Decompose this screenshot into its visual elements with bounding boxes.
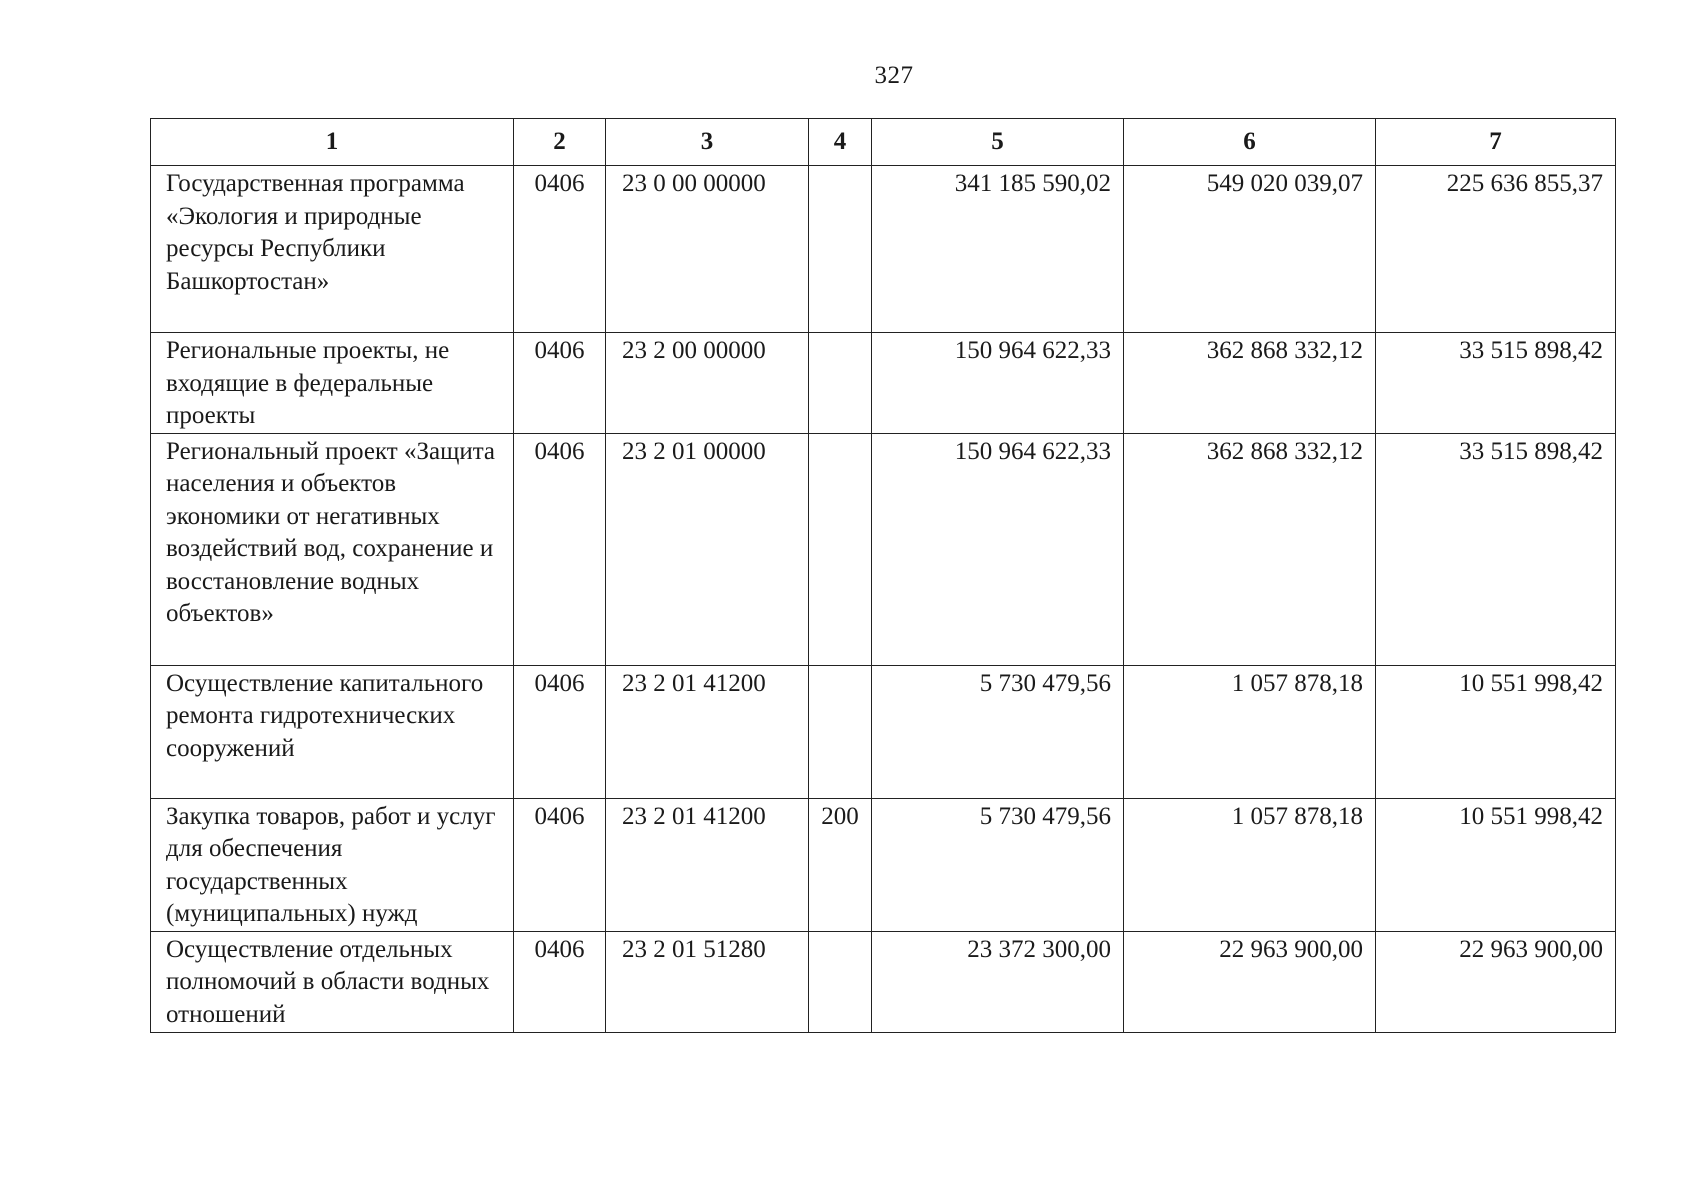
- table-header-row: [151, 119, 1616, 166]
- row-section-code: 0406: [514, 433, 606, 665]
- table-row: [151, 333, 1616, 434]
- column-header-3: 3: [606, 119, 809, 166]
- row-value-7: 33 515 898,42: [1376, 333, 1616, 434]
- column-header-5: 5: [872, 119, 1124, 166]
- row-value-7: 33 515 898,42: [1376, 433, 1616, 665]
- row-target-code: 23 2 01 51280: [606, 931, 809, 1032]
- table-row: [151, 433, 1616, 665]
- row-value-6: 1 057 878,18: [1124, 798, 1376, 931]
- row-section-code: 0406: [514, 333, 606, 434]
- row-section-code: 0406: [514, 665, 606, 798]
- row-target-code: 23 2 01 41200: [606, 665, 809, 798]
- column-header-2: 2: [514, 119, 606, 166]
- row-section-code: 0406: [514, 166, 606, 333]
- row-name: Закупка товаров, работ и услуг для обеспечения государственных (муниципальных) нужд: [151, 798, 514, 931]
- row-section-code: 0406: [514, 931, 606, 1032]
- row-target-code: 23 2 01 00000: [606, 433, 809, 665]
- row-expense-type: [809, 333, 872, 434]
- row-value-6: 549 020 039,07: [1124, 166, 1376, 333]
- row-value-5: 341 185 590,02: [872, 166, 1124, 333]
- table-row: [151, 665, 1616, 798]
- table-row: [151, 931, 1616, 1032]
- row-target-code: 23 0 00 00000: [606, 166, 809, 333]
- table-row: [151, 166, 1616, 333]
- row-expense-type: [809, 665, 872, 798]
- row-value-5: 5 730 479,56: [872, 665, 1124, 798]
- row-target-code: 23 2 01 41200: [606, 798, 809, 931]
- row-value-7: 22 963 900,00: [1376, 931, 1616, 1032]
- row-value-6: 1 057 878,18: [1124, 665, 1376, 798]
- row-expense-type: [809, 166, 872, 333]
- row-name: Государственная программа «Экология и природные ресурсы Республики Башкортостан»: [151, 166, 514, 333]
- row-name: Региональные проекты, не входящие в федеральные проекты: [151, 333, 514, 434]
- column-header-7: 7: [1376, 119, 1616, 166]
- row-value-7: 225 636 855,37: [1376, 166, 1616, 333]
- row-target-code: 23 2 00 00000: [606, 333, 809, 434]
- row-value-6: 362 868 332,12: [1124, 333, 1376, 434]
- row-value-5: 5 730 479,56: [872, 798, 1124, 931]
- row-expense-type: [809, 433, 872, 665]
- row-value-6: 22 963 900,00: [1124, 931, 1376, 1032]
- row-value-6: 362 868 332,12: [1124, 433, 1376, 665]
- row-section-code: 0406: [514, 798, 606, 931]
- row-expense-type: 200: [809, 798, 872, 931]
- row-name: Региональный проект «Защита населения и объектов экономики от негативных воздействий вод, сохранение и восстановление водных объектов»: [151, 433, 514, 665]
- row-expense-type: [809, 931, 872, 1032]
- column-header-6: 6: [1124, 119, 1376, 166]
- budget-table: [150, 118, 1616, 1033]
- row-value-7: 10 551 998,42: [1376, 665, 1616, 798]
- column-header-4: 4: [809, 119, 872, 166]
- table-row: [151, 798, 1616, 931]
- row-value-5: 150 964 622,33: [872, 433, 1124, 665]
- row-value-7: 10 551 998,42: [1376, 798, 1616, 931]
- row-name: Осуществление капитального ремонта гидротехнических сооружений: [151, 665, 514, 798]
- row-name: Осуществление отдельных полномочий в области водных отношений: [151, 931, 514, 1032]
- row-value-5: 150 964 622,33: [872, 333, 1124, 434]
- column-header-1: 1: [151, 119, 514, 166]
- row-value-5: 23 372 300,00: [872, 931, 1124, 1032]
- page-number: 327: [874, 62, 914, 89]
